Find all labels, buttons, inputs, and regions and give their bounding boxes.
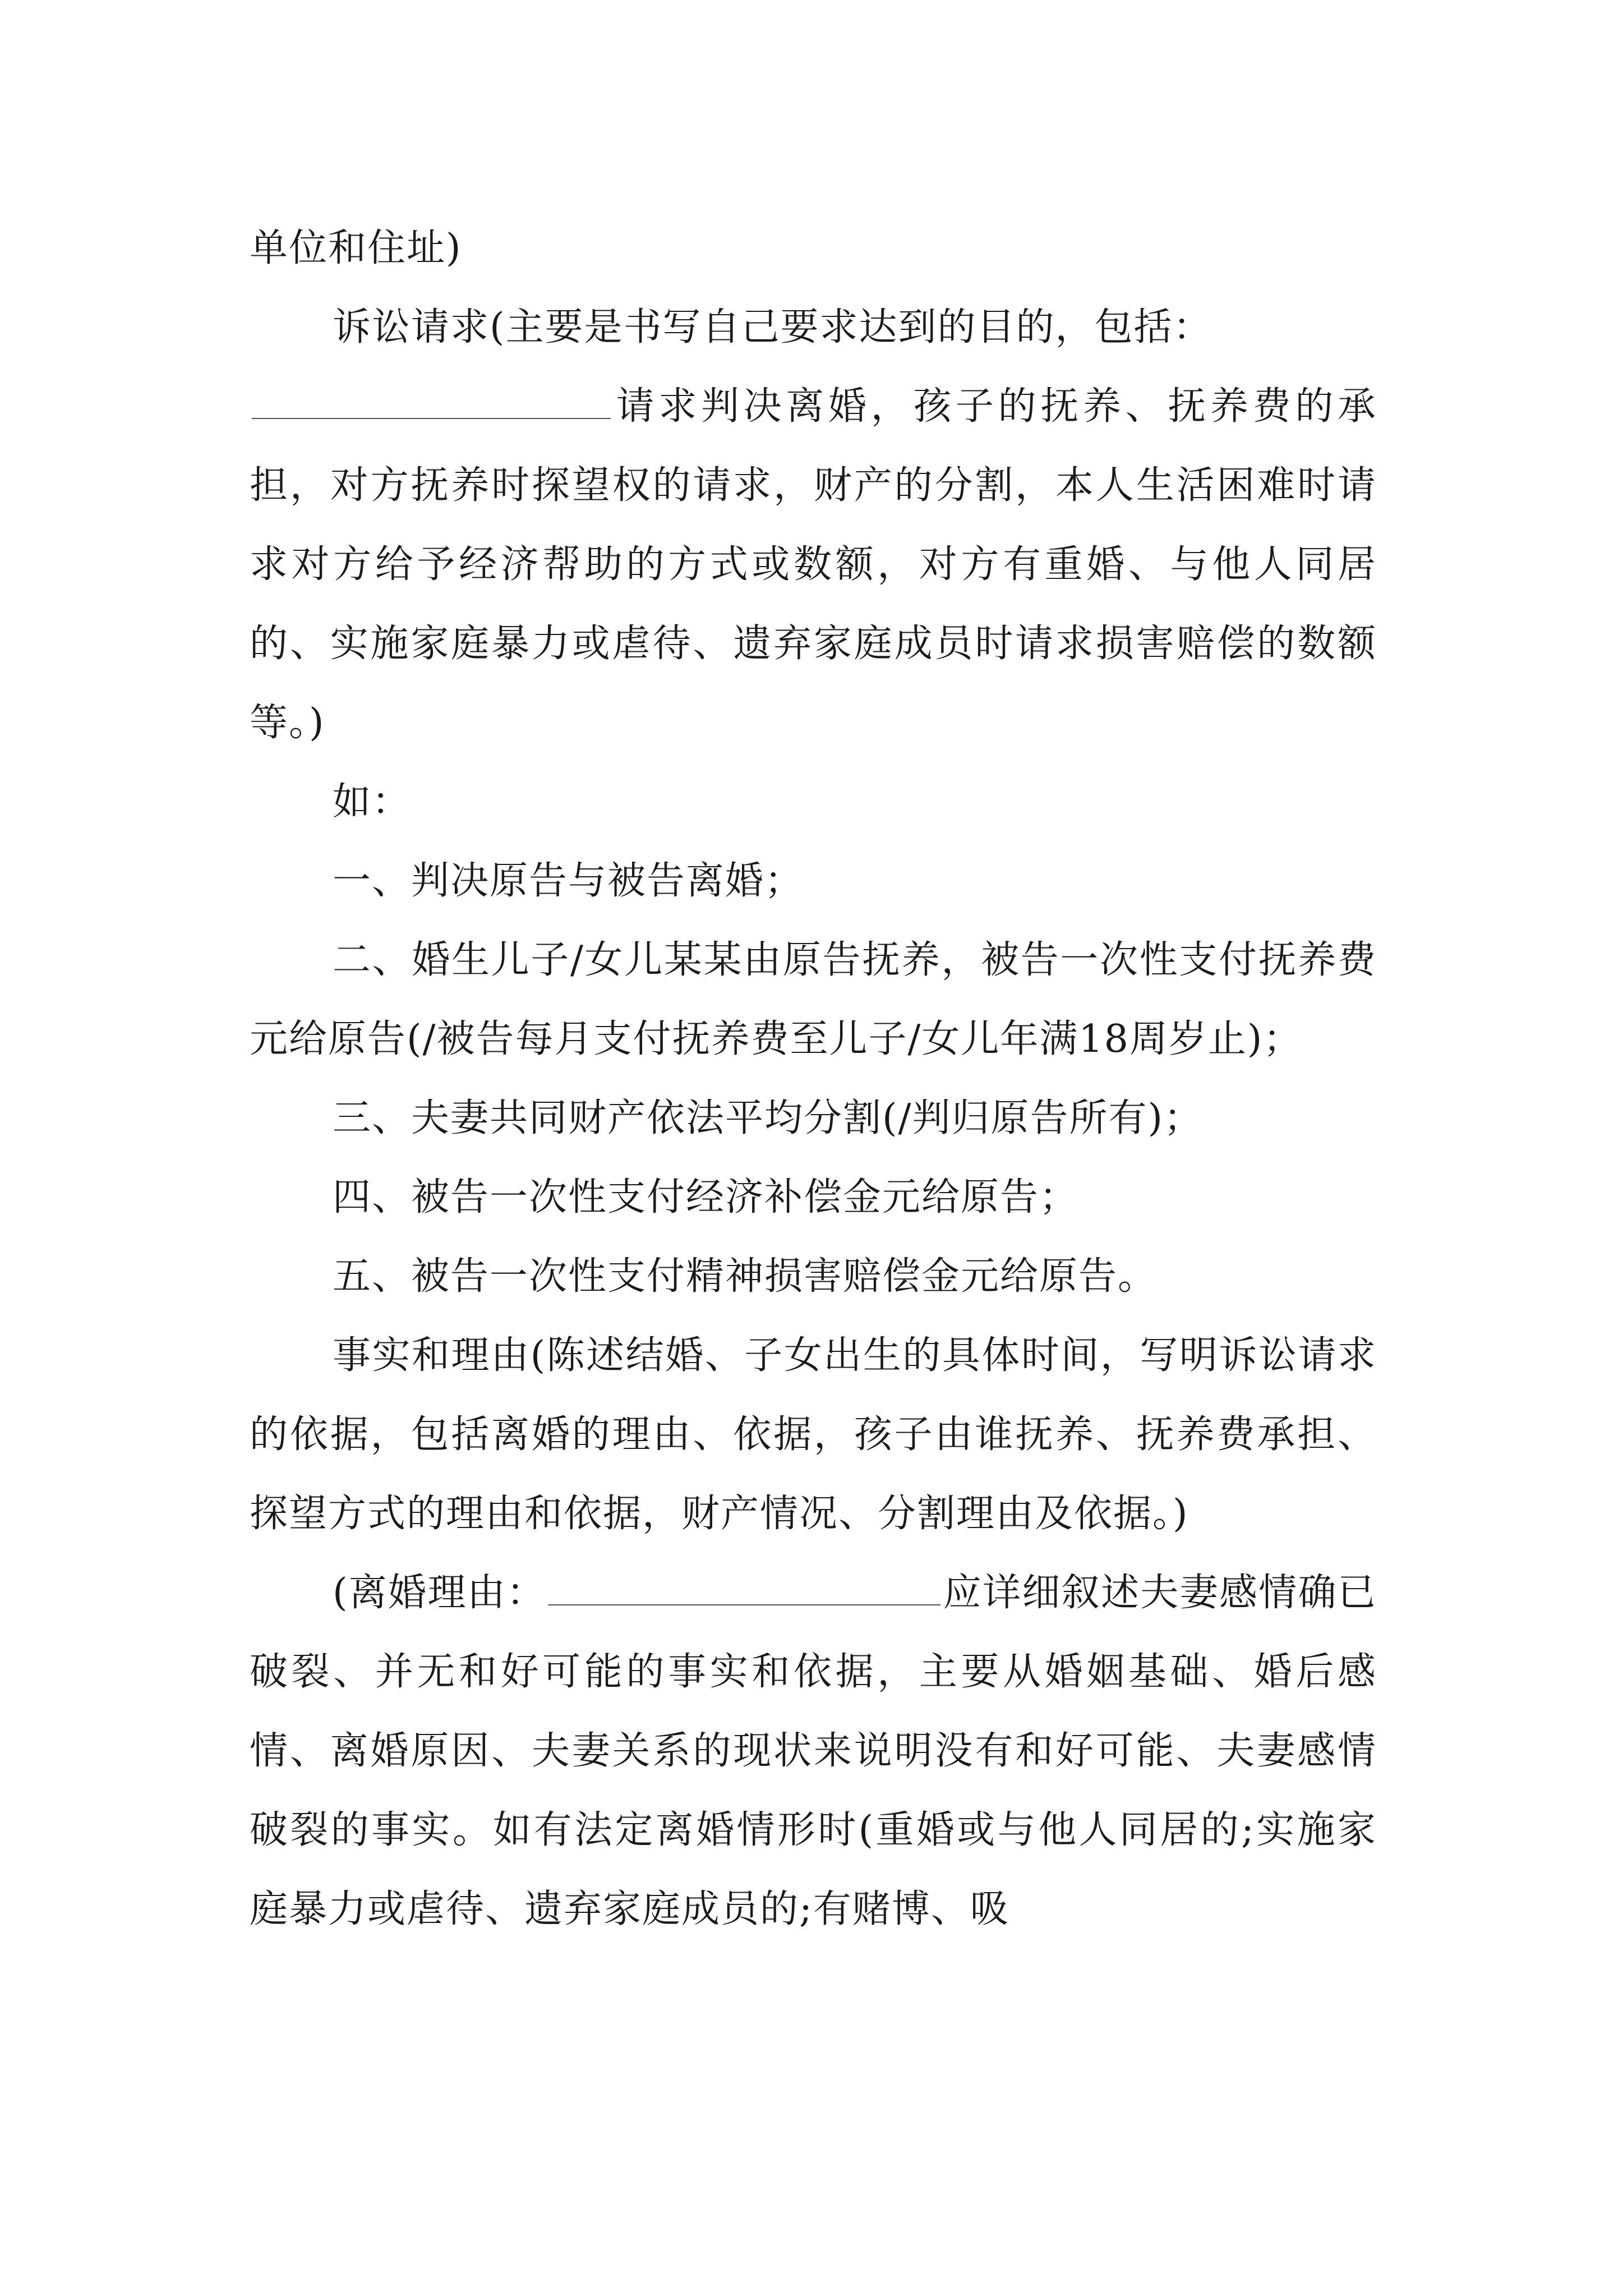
paragraph-item-one — [250, 841, 1377, 921]
paragraph-text-before-blank: (离婚理由： — [333, 1571, 546, 1615]
paragraph-item-two — [250, 921, 1377, 1079]
paragraph-item-four — [250, 1158, 1377, 1237]
paragraph-example-intro — [250, 762, 1377, 841]
paragraph-text: 一、判决原告与被告离婚； — [333, 859, 804, 903]
paragraph-item-three — [250, 1079, 1377, 1158]
paragraph-text: 单位和住址) — [250, 226, 462, 270]
paragraph-text: 三、夫妻共同财产依法平均分割(/判归原告所有)； — [333, 1096, 1203, 1140]
fill-in-blank-line — [548, 1604, 940, 1605]
fill-in-blank-line — [252, 417, 611, 419]
paragraph-text: 如： — [333, 780, 412, 824]
paragraph-text-after-blank: 应详细叙述夫妻感情确已破裂、并无和好可能的事实和依据，主要从婚姻基础、婚后感情、离婚原因、夫妻关系的现状来说明没有和好可能、夫妻感情破裂的事实。如有法定离婚情形时(重婚或与他人同居的;实施家庭暴力或虐待、遗弃家庭成员的;有赌博、吸 — [250, 1571, 1377, 1931]
paragraph-text-after-blank: 请求判决离婚，孩子的抚养、抚养费的承担，对方抚养时探望权的请求，财产的分割，本人生活困难时请求对方给予经济帮助的方式或数额，对方有重婚、与他人同居的、实施家庭暴力或虐待、遗弃家庭成员时请求损害赔偿的数额等。) — [250, 384, 1377, 745]
paragraph-litigation-request — [250, 288, 1377, 762]
paragraph-unit-address — [250, 209, 1377, 288]
paragraph-text-before-blank: 诉讼请求(主要是书写自己要求达到的目的，包括： — [333, 305, 1212, 349]
paragraph-text: 事实和理由(陈述结婚、子女出生的具体时间，写明诉讼请求的依据，包括离婚的理由、依据，孩子由谁抚养、抚养费承担、探望方式的理由和依据，财产情况、分割理由及依据。) — [250, 1333, 1377, 1536]
paragraph-facts-and-reasons — [250, 1316, 1377, 1553]
paragraph-divorce-reasons — [250, 1553, 1377, 1949]
paragraph-text: 五、被告一次性支付精神损害赔偿金元给原告。 — [333, 1254, 1158, 1299]
paragraph-text: 二、婚生儿子/女儿某某由原告抚养，被告一次性支付抚养费元给原告(/被告每月支付抚养费至儿子/女儿年满18周岁止)； — [250, 938, 1377, 1061]
document-body — [250, 209, 1377, 1949]
paragraph-item-five — [250, 1237, 1377, 1316]
paragraph-text: 四、被告一次性支付经济补偿金元给原告； — [333, 1175, 1079, 1220]
